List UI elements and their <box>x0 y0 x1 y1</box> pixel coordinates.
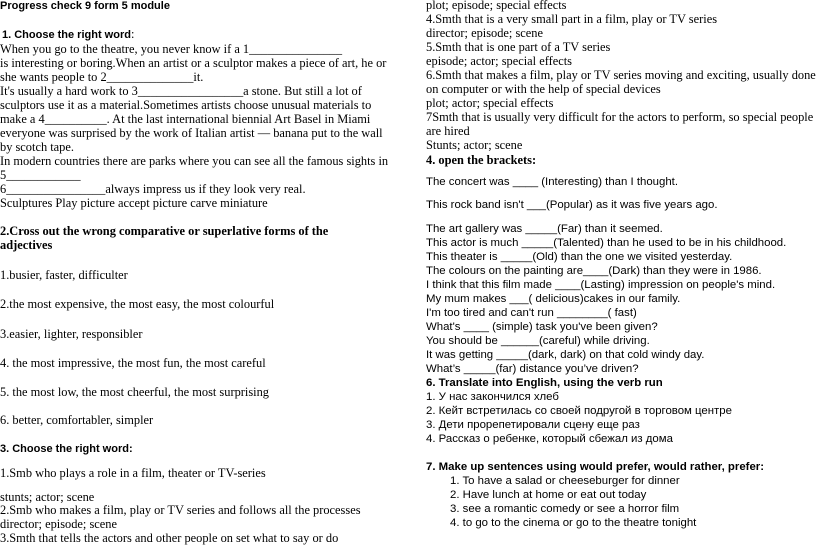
s3-line: episode; actor; special effects <box>426 54 572 68</box>
s1-line: In modern countries there are parks where you can see all the famous sights in <box>0 154 389 168</box>
s1-line: make a 4__________. At the last international biennial Art Basel in Miami <box>0 112 371 126</box>
s7-item: 2. Have lunch at home or eat out today <box>450 489 647 501</box>
s1-line: When you go to the theatre, you never know if a 1_______________ <box>0 42 343 56</box>
s1-line: by scotch tape. <box>0 140 74 154</box>
s2-item: 2.the most expensive, the most easy, the most colourful <box>0 297 275 311</box>
section-2-title-cont: adjectives <box>0 238 53 252</box>
section-3-title: 3. Choose the right word: <box>0 443 133 455</box>
s1-line: sculptors use it as a material.Sometimes artists choose unusual materials to <box>0 98 372 112</box>
s6-item: 1. У нас закончился хлеб <box>426 391 559 403</box>
s2-item: 3.easier, lighter, responsibler <box>0 327 143 341</box>
s7-item: 3. see a romantic comedy or see a horror film <box>450 503 680 515</box>
s4-sentence: This rock band isn't ___(Popular) as it was five years ago. <box>426 199 718 211</box>
s7-item: 1. To have a salad or cheeseburger for dinner <box>450 475 680 487</box>
s3-line: 6.Smth that makes a film, play or TV series moving and exciting, usually done <box>426 68 816 82</box>
s3-line: 3.Smth that tells the actors and other people on set what to say or do <box>0 531 339 545</box>
s4-sentence: This actor is much _____(Talented) than he used to be in his childhood. <box>426 237 787 249</box>
s3-line: stunts; actor; scene <box>0 490 95 504</box>
s4-sentence: I think that this film made ____(Lasting) impression on people's mind. <box>426 279 776 291</box>
worksheet-header: Progress check 9 form 5 module <box>0 0 170 12</box>
s3-line: 4.Smth that is a very small part in a film, play or TV series <box>426 12 718 26</box>
s4-sentence: I'm too tired and can't run ________( fast) <box>426 307 637 319</box>
s2-item: 1.busier, faster, difficulter <box>0 268 128 282</box>
section-6-title: 6. Translate into English, using the verb run <box>426 377 663 389</box>
s4-sentence: The concert was ____ (Interesting) than I thought. <box>426 176 679 188</box>
s3-line: plot; episode; special effects <box>426 0 567 12</box>
s6-item: 3. Дети прорепетировали сцену еще раз <box>426 419 640 431</box>
s3-line: 2.Smb who makes a film, play or TV series and follows all the processes <box>0 503 361 517</box>
s1-line: 5____________ <box>0 168 81 182</box>
section-1-title <box>2 27 134 42</box>
section-4-title: 4. open the brackets: <box>426 153 537 167</box>
s7-item: 4. to go to the cinema or go to the theatre tonight <box>450 517 697 529</box>
section-2-title: 2.Cross out the wrong comparative or superlative forms of the <box>0 224 329 238</box>
s3-line: 1.Smb who plays a role in a film, theater or TV-series <box>0 466 266 480</box>
s2-item: 4. the most impressive, the most fun, the most careful <box>0 356 266 370</box>
s4-sentence: You should be ______(careful) while driving. <box>426 335 650 347</box>
s3-line: plot; actor; special effects <box>426 96 554 110</box>
s4-sentence: This theater is _____(Old) than the one we visited yesterday. <box>426 251 733 263</box>
section-1-title-colon: : <box>130 27 135 41</box>
s1-line: she wants people to 2______________it. <box>0 70 204 84</box>
s1-line: everyone was surprised by the work of Italian artist — banana put to the wall <box>0 126 383 140</box>
s1-line: is interesting or boring.When an artist or a sculptor makes a piece of art, he or <box>0 56 387 70</box>
s4-sentence: The colours on the painting are____(Dark) than they were in 1986. <box>426 265 762 277</box>
s6-item: 2. Кейт встретилась со своей подругой в торговом центре <box>426 405 732 417</box>
s1-line: It's usually a hard work to 3_________________a stone. But still a lot of <box>0 84 362 98</box>
s3-line: director; episode; scene <box>426 26 543 40</box>
s3-line: Stunts; actor; scene <box>426 138 523 152</box>
s4-sentence: What's ____ (simple) task you've been given? <box>426 321 658 333</box>
section-7-title: 7. Make up sentences using would prefer, would rather, prefer: <box>426 461 765 473</box>
s1-word-bank: Sculptures Play picture accept picture carve miniature <box>0 196 268 210</box>
s4-sentence: What’s _____(far) distance you’ve driven? <box>426 363 639 375</box>
s4-sentence: The art gallery was _____(Far) than it seemed. <box>426 223 663 235</box>
s3-line: are hired <box>426 124 470 138</box>
s4-sentence: It was getting _____(dark, dark) on that cold windy day. <box>426 349 705 361</box>
s3-line: 5.Smth that is one part of a TV series <box>426 40 611 54</box>
s2-item: 5. the most low, the most cheerful, the most surprising <box>0 385 269 399</box>
s6-item: 4. Рассказ о ребенке, который сбежал из дома <box>426 433 673 445</box>
s3-line: director; episode; scene <box>0 517 117 531</box>
s3-line: 7Smth that is usually very difficult for the actors to perform, so special people <box>426 110 814 124</box>
s1-line: 6________________always impress us if they look very real. <box>0 182 306 196</box>
s4-sentence: My mum makes ___( delicious)cakes in our family. <box>426 293 681 305</box>
s3-line: on computer or with the help of special devices <box>426 82 661 96</box>
s2-item: 6. better, comfortabler, simpler <box>0 413 154 427</box>
section-1-title-text: 1. Choose the right word <box>2 29 131 41</box>
